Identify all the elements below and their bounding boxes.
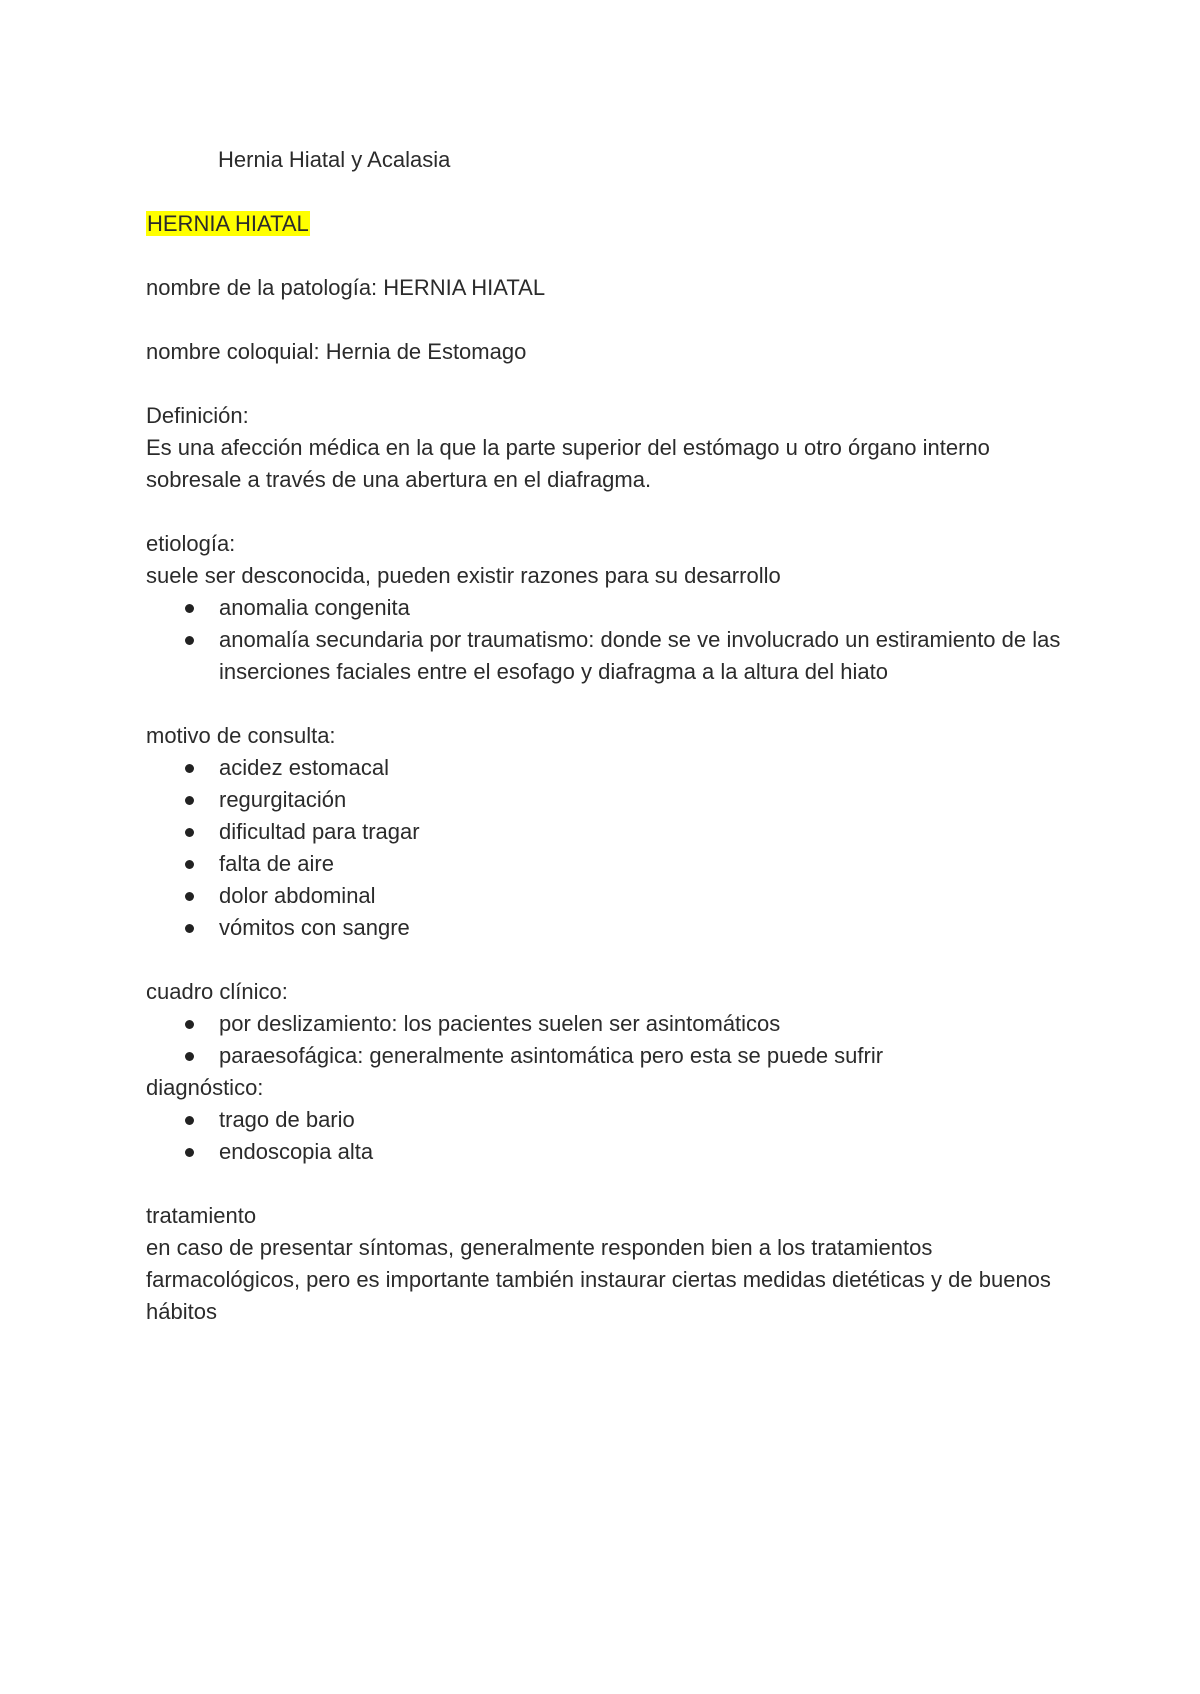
etiology-label: etiología:	[146, 531, 236, 556]
section-heading	[146, 208, 1086, 240]
bullet-icon	[185, 1020, 194, 1029]
list-item: falta de aire	[146, 848, 1086, 880]
colloquial-name: nombre coloquial: Hernia de Estomago	[146, 339, 527, 364]
consult-reason-list	[146, 752, 1086, 944]
bullet-icon	[185, 1052, 194, 1061]
clinical-picture-label: cuadro clínico:	[146, 979, 288, 1004]
consult-reason-label: motivo de consulta:	[146, 723, 336, 748]
pathology-name: nombre de la patología: HERNIA HIATAL	[146, 275, 546, 300]
list-item: regurgitación	[146, 784, 1086, 816]
list-item: endoscopia alta	[146, 1136, 1086, 1168]
list-item: trago de bario	[146, 1104, 1086, 1136]
diagnosis-list	[146, 1104, 1086, 1168]
bullet-icon	[185, 892, 194, 901]
bullet-icon	[185, 636, 194, 645]
list-item: vómitos con sangre	[146, 912, 1086, 944]
etiology-intro: suele ser desconocida, pueden existir razones para su desarrollo	[146, 563, 781, 588]
list-item: dolor abdominal	[146, 880, 1086, 912]
list-item: acidez estomacal	[146, 752, 1086, 784]
diagnosis-label: diagnóstico:	[146, 1075, 264, 1100]
treatment-text: en caso de presentar síntomas, generalmente responden bien a los tratamientos farmacológicos, pero es importante también instaurar ciertas medidas dietéticas y de buenos hábitos	[146, 1235, 1051, 1324]
list-item: anomalía secundaria por traumatismo: donde se ve involucrado un estiramiento de las inserciones faciales entre el esofago y diafragma a la altura del hiato	[146, 624, 1086, 688]
list-item: paraesofágica: generalmente asintomática pero esta se puede sufrir	[146, 1040, 1086, 1072]
bullet-icon	[185, 924, 194, 933]
bullet-icon	[185, 604, 194, 613]
bullet-icon	[185, 828, 194, 837]
treatment-label: tratamiento	[146, 1203, 257, 1228]
bullet-icon	[185, 1116, 194, 1125]
list-item: por deslizamiento: los pacientes suelen ser asintomáticos	[146, 1008, 1086, 1040]
bullet-icon	[185, 860, 194, 869]
etiology-list	[146, 592, 1086, 688]
list-item: anomalia congenita	[146, 592, 1086, 624]
definition-label: Definición:	[146, 403, 249, 428]
document-title: Hernia Hiatal y Acalasia	[218, 147, 451, 172]
definition-text: Es una afección médica en la que la parte superior del estómago u otro órgano interno sobresale a través de una abertura en el diafragma.	[146, 435, 990, 492]
document-body	[146, 208, 1086, 1328]
highlighted-heading: HERNIA HIATAL	[147, 211, 309, 236]
bullet-icon	[185, 764, 194, 773]
list-item: dificultad para tragar	[146, 816, 1086, 848]
clinical-picture-list	[146, 1008, 1086, 1072]
bullet-icon	[185, 1148, 194, 1157]
bullet-icon	[185, 796, 194, 805]
